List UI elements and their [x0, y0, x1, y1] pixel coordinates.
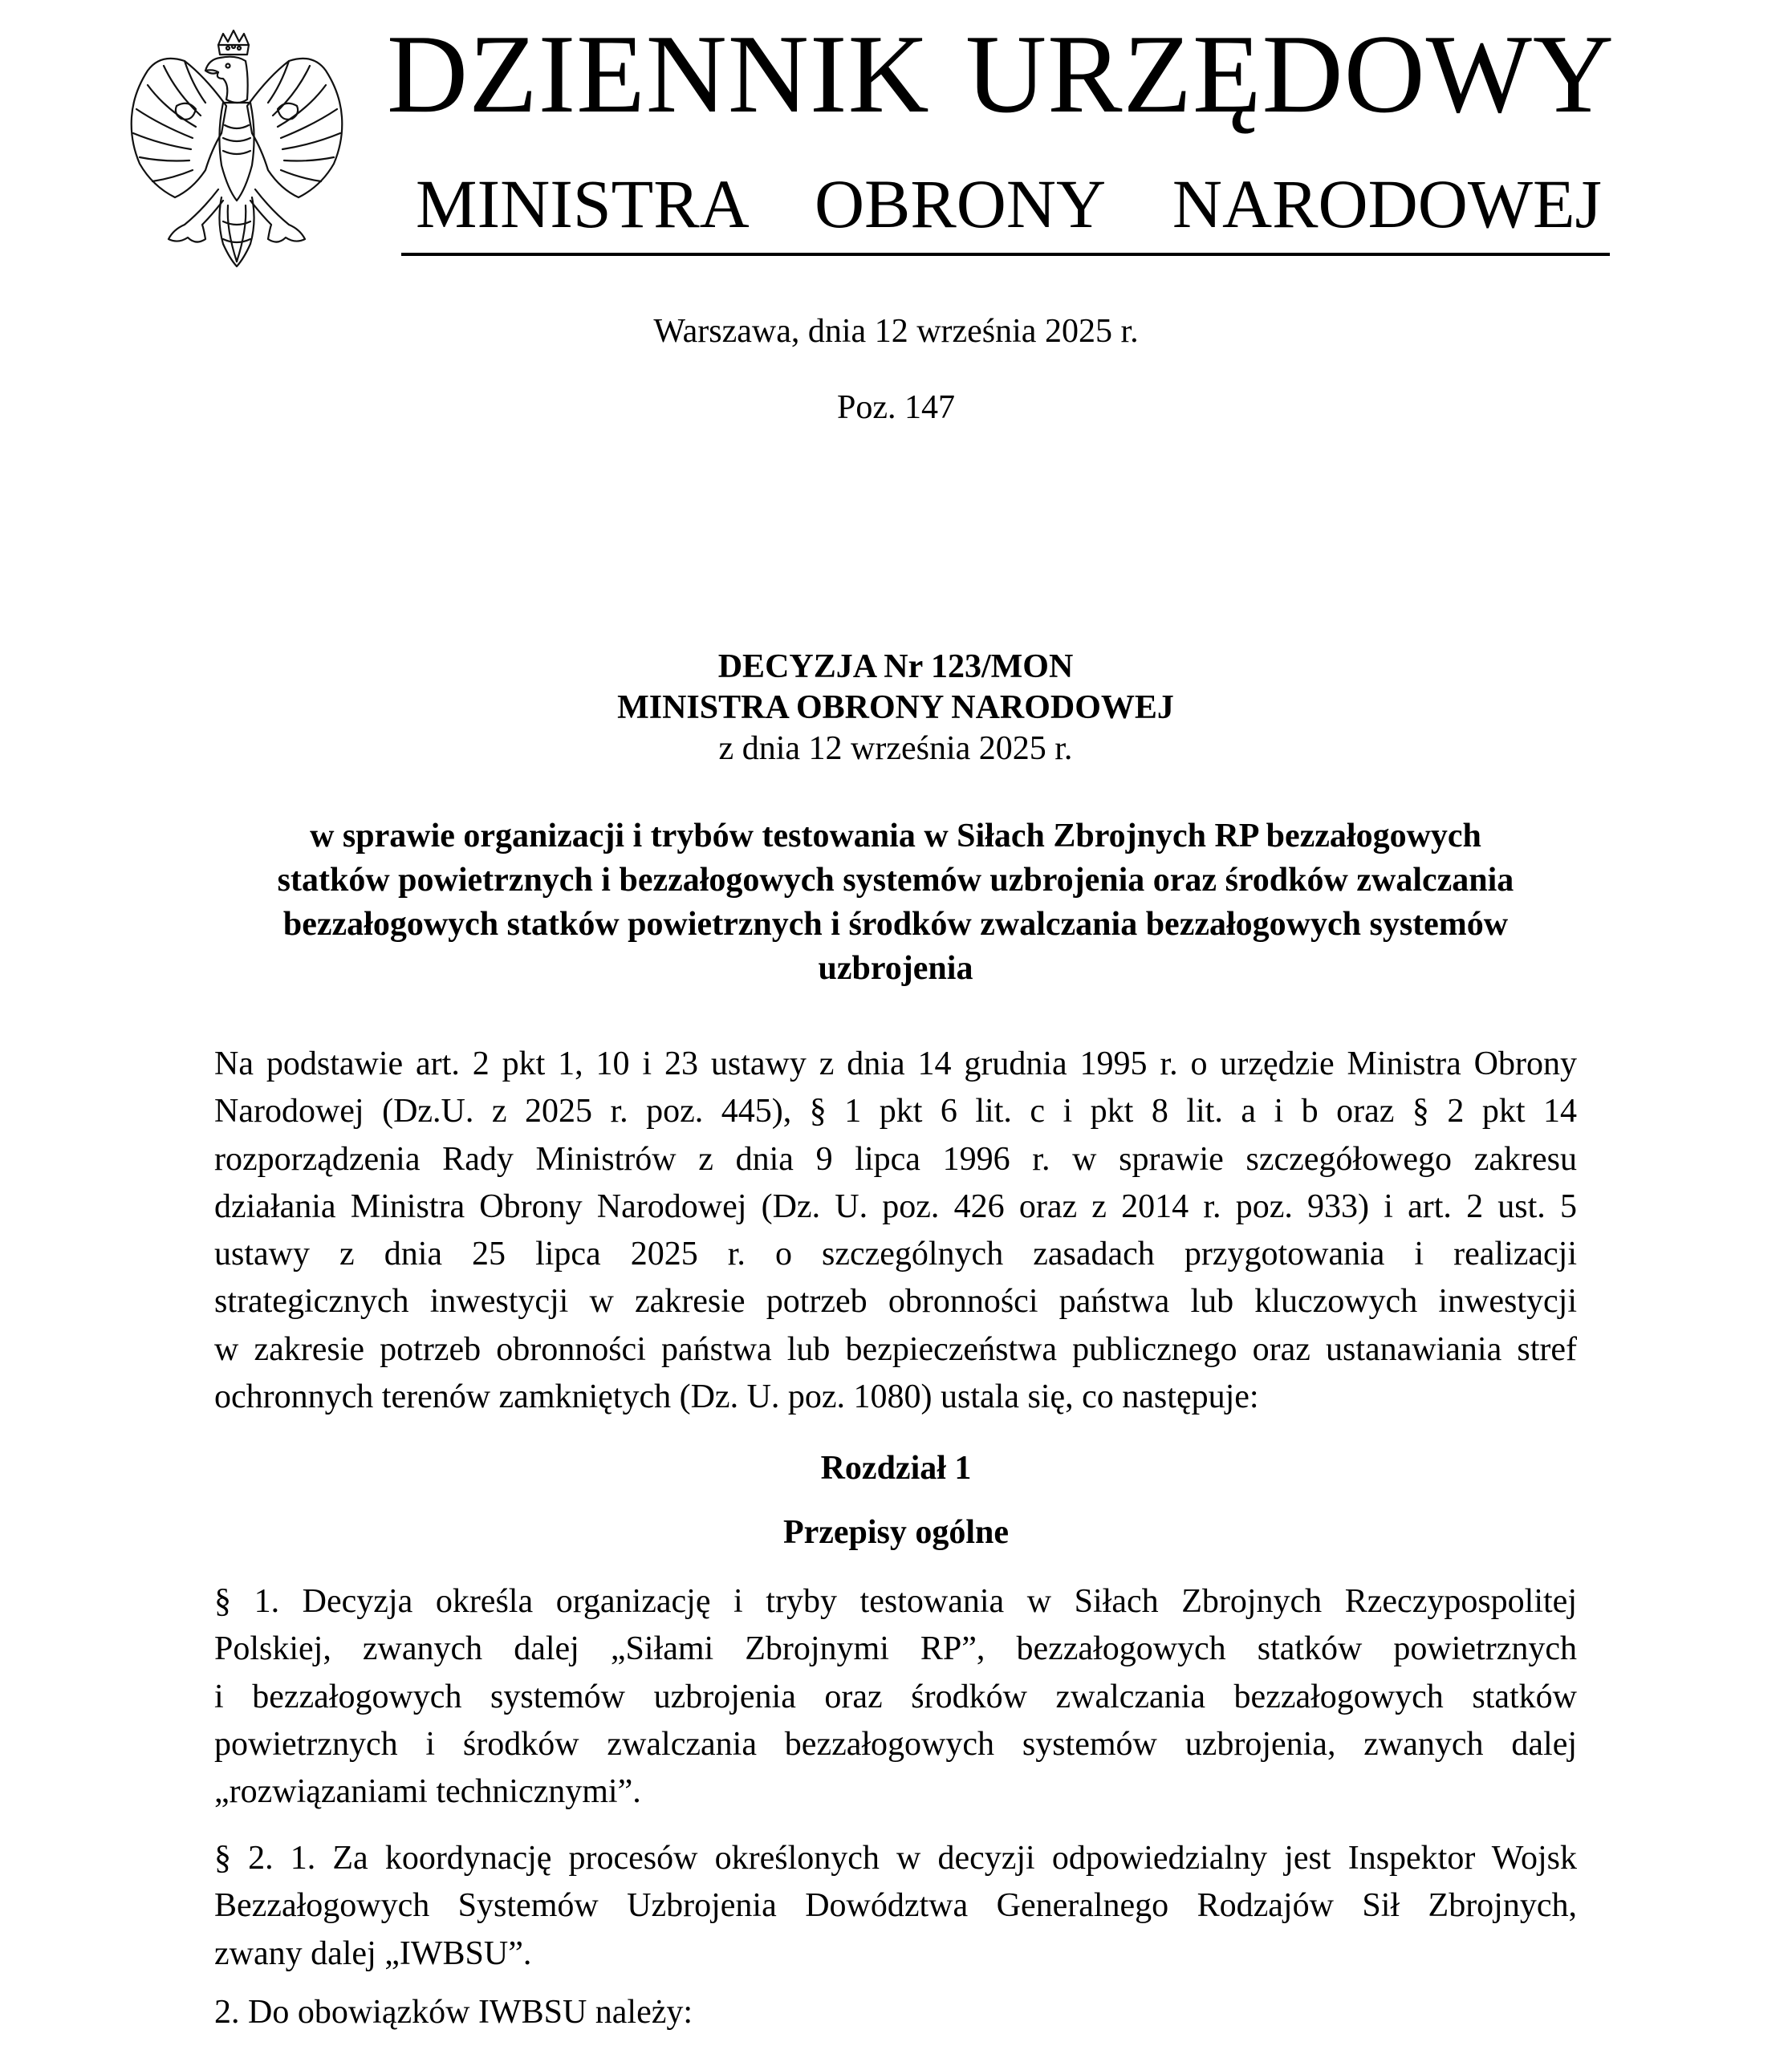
- polish-eagle-emblem-icon: [128, 29, 345, 270]
- chapter-number: Rozdział 1: [820, 1450, 972, 1487]
- preamble-line: działania Ministra Obrony Narodowej (Dz. U. poz. 426 oraz z 2014 r. poz. 933) i art. 2 ust. 5: [214, 1187, 1577, 1225]
- journal-title: DZIENNIK URZĘDOWY: [387, 12, 1615, 136]
- preamble-line: ustawy z dnia 25 lipca 2025 r. o szczególnych zasadach przygotowania i realizacji: [214, 1236, 1577, 1273]
- section-line: Bezzałogowych Systemów Uzbrojenia Dowództwa Generalnego Rodzajów Sił Zbrojnych,: [214, 1887, 1577, 1925]
- section-line: powietrznych i środków zwalczania bezzałogowych systemów uzbrojenia, zwanych dalej: [214, 1725, 1577, 1763]
- section-1-paragraph: [214, 1578, 1577, 1816]
- section-line: i bezzałogowych systemów uzbrojenia oraz środków zwalczania bezzałogowych statków: [214, 1678, 1577, 1715]
- decision-subject: [214, 814, 1577, 991]
- decision-date: z dnia 12 września 2025 r.: [718, 730, 1073, 767]
- section-line: § 1. Decyzja określa organizację i tryby testowania w Siłach Zbrojnych Rzeczypospolitej: [214, 1583, 1577, 1620]
- preamble-paragraph: [214, 1041, 1577, 1421]
- section-line: „rozwiązaniami technicznymi”.: [214, 1773, 641, 1811]
- section-line: 2. Do obowiązków IWBSU należy:: [214, 1994, 693, 2031]
- preamble-line: strategicznych inwestycji w zakresie potrzeb obronności państwa lub kluczowych inwestycji: [214, 1283, 1577, 1321]
- chapter-title: Przepisy ogólne: [782, 1514, 1010, 1551]
- decision-number: DECYZJA Nr 123/MON: [717, 648, 1074, 685]
- section-line: zwany dalej „IWBSU”.: [214, 1934, 532, 1972]
- place-date: Warszawa, dnia 12 września 2025 r.: [653, 313, 1139, 350]
- journal-subtitle: MINISTRA OBRONY NARODOWEJ: [416, 165, 1602, 242]
- preamble-line: Na podstawie art. 2 pkt 1, 10 i 23 ustawy z dnia 14 grudnia 1995 r. o urzędzie Ministra Obrony: [214, 1045, 1577, 1082]
- decision-header: [214, 647, 1577, 769]
- preamble-line: ochronnych terenów zamkniętych (Dz. U. poz. 1080) ustala się, co następuje:: [214, 1378, 1259, 1416]
- section-2-item-2: [214, 1989, 1577, 2036]
- decision-issuer: MINISTRA OBRONY NARODOWEJ: [617, 689, 1174, 726]
- masthead-divider: [401, 253, 1610, 256]
- section-2-paragraph: [214, 1835, 1577, 1978]
- subject-line: w sprawie organizacji i trybów testowania w Siłach Zbrojnych RP bezzałogowych: [310, 818, 1481, 854]
- section-line: § 2. 1. Za koordynację procesów określonych w decyzji odpowiedzialny jest Inspektor Wojsk: [214, 1840, 1577, 1877]
- position-number: Poz. 147: [837, 389, 955, 426]
- preamble-line: w zakresie potrzeb obronności państwa lub bezpieczeństwa publicznego oraz ustanawiania stref: [214, 1330, 1577, 1368]
- preamble-line: Narodowej (Dz.U. z 2025 r. poz. 445), § 1 pkt 6 lit. c i pkt 8 lit. a i b oraz § 2 pkt 14: [214, 1093, 1577, 1131]
- section-line: Polskiej, zwanych dalej „Siłami Zbrojnymi RP”, bezzałogowych statków powietrznych: [214, 1630, 1577, 1668]
- subject-line: uzbrojenia: [818, 950, 973, 987]
- subject-line: bezzałogowych statków powietrznych i środków zwalczania bezzałogowych systemów: [282, 906, 1509, 943]
- subject-line: statków powietrznych i bezzałogowych systemów uzbrojenia oraz środków zwalczania: [277, 862, 1514, 899]
- preamble-line: rozporządzenia Rady Ministrów z dnia 9 lipca 1996 r. w sprawie szczegółowego zakresu: [214, 1140, 1577, 1178]
